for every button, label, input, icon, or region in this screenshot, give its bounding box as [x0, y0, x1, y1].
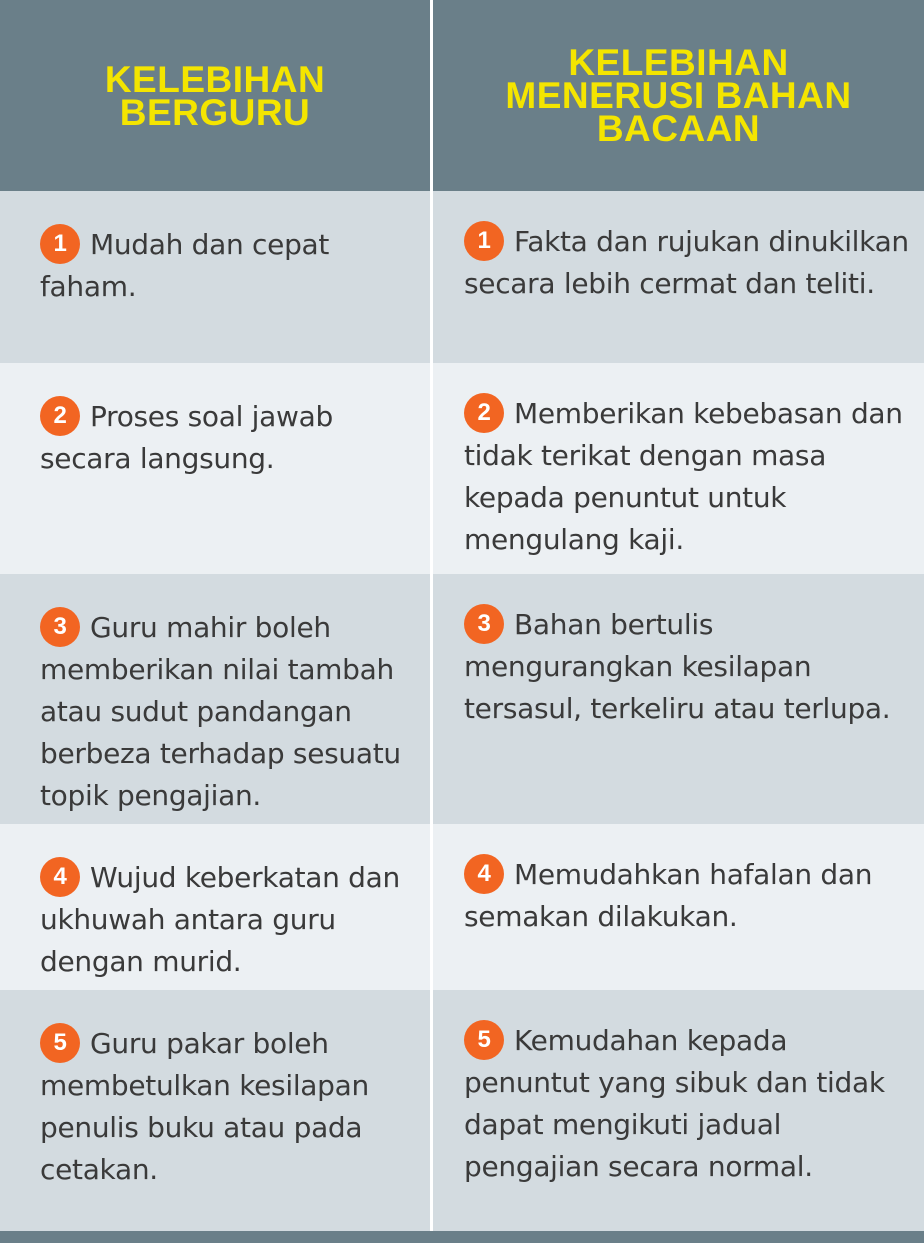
row-cell-right	[433, 824, 924, 990]
number-badge: 3	[40, 607, 80, 647]
header-cell-berguru	[0, 0, 430, 191]
list-item	[40, 607, 410, 817]
row-cell-right	[433, 574, 924, 824]
list-item	[464, 393, 910, 561]
item-text: Bahan bertulis mengurangkan kesilapan tersasul, terkeliru atau terlupa.	[464, 608, 891, 725]
number-badge: 2	[464, 393, 504, 433]
number-badge: 3	[464, 604, 504, 644]
table-row	[0, 990, 924, 1231]
bottom-bar	[0, 1231, 924, 1243]
list-item	[40, 396, 410, 480]
list-item	[40, 857, 410, 983]
number-badge: 5	[464, 1020, 504, 1060]
number-badge: 4	[40, 857, 80, 897]
number-badge: 4	[464, 854, 504, 894]
item-text: Memberikan kebebasan dan tidak terikat dengan masa kepada penuntut untuk mengulang kaji.	[464, 397, 903, 556]
number-badge: 1	[464, 221, 504, 261]
row-cell-left	[0, 824, 430, 990]
item-text: Fakta dan rujukan dinukilkan secara lebih cermat dan teliti.	[464, 225, 909, 300]
number-badge: 2	[40, 396, 80, 436]
number-badge: 5	[40, 1023, 80, 1063]
list-item	[464, 1020, 910, 1188]
number-badge: 1	[40, 224, 80, 264]
table-row	[0, 824, 924, 990]
row-cell-left	[0, 574, 430, 824]
list-item	[464, 854, 910, 938]
row-cell-left	[0, 363, 430, 574]
list-item	[40, 1023, 410, 1191]
item-text: Memudahkan hafalan dan semakan dilakukan.	[464, 858, 873, 933]
table-row	[0, 363, 924, 574]
item-text: Guru pakar boleh membetulkan kesilapan penulis buku atau pada cetakan.	[40, 1027, 369, 1186]
item-text: Wujud keberkatan dan ukhuwah antara guru dengan murid.	[40, 861, 400, 978]
table-row	[0, 191, 924, 363]
row-cell-left	[0, 191, 430, 363]
item-text: Guru mahir boleh memberikan nilai tambah atau sudut pandangan berbeza terhadap sesuatu topik pengajian.	[40, 611, 401, 812]
item-text: Proses soal jawab secara langsung.	[40, 400, 333, 475]
item-text: Kemudahan kepada penuntut yang sibuk dan tidak dapat mengikuti jadual pengajian secara normal.	[464, 1024, 885, 1183]
row-cell-left	[0, 990, 430, 1231]
header-title-right: KELEBIHAN MENERUSI BAHAN BACAAN	[505, 42, 852, 149]
item-text: Mudah dan cepat faham.	[40, 228, 330, 303]
row-cell-right	[433, 191, 924, 363]
row-cell-right	[433, 990, 924, 1231]
list-item	[464, 221, 910, 305]
list-item	[464, 604, 910, 730]
list-item	[40, 224, 410, 308]
row-cell-right	[433, 363, 924, 574]
header-cell-bahan-bacaan	[433, 0, 924, 191]
column-divider	[430, 0, 433, 1231]
header-title-left: KELEBIHAN BERGURU	[104, 58, 326, 133]
table-header	[0, 0, 924, 191]
table-row	[0, 574, 924, 824]
